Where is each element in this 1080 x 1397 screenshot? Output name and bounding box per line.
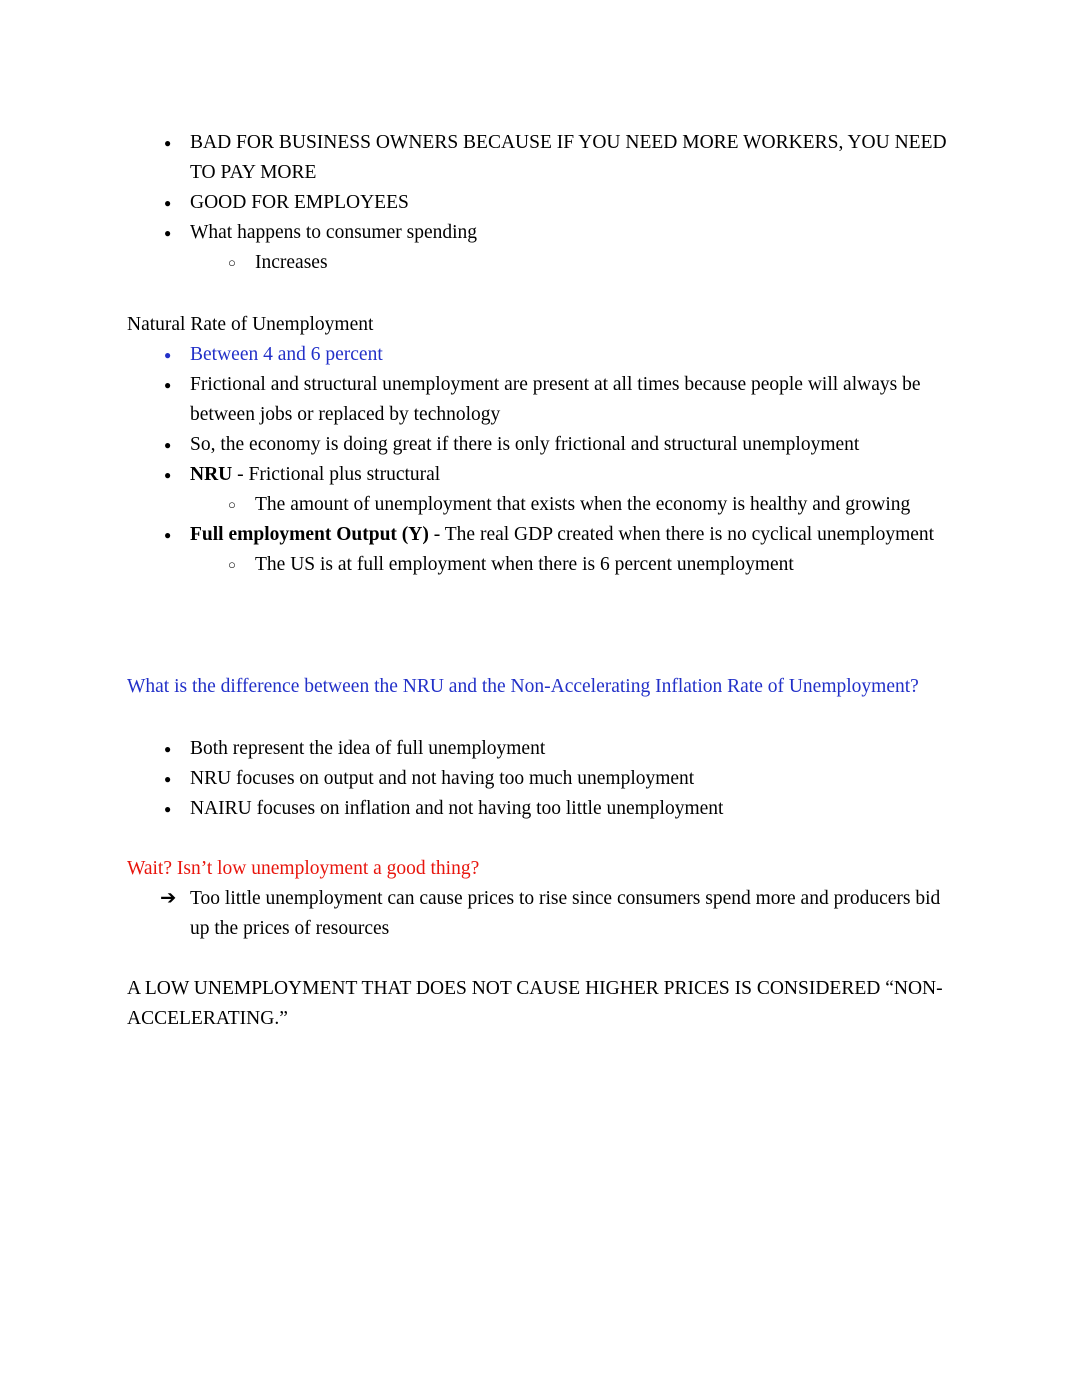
nairu-question: What is the difference between the NRU and the Non-Accelerating Inflation Rate of Unemployment? (127, 676, 919, 697)
list-item (127, 370, 953, 430)
sub-list-item (127, 248, 953, 278)
nru-list (127, 340, 953, 580)
bullet-disc-icon: ● (164, 742, 172, 756)
bullet-text: The amount of unemployment that exists when the economy is healthy and growing (255, 494, 911, 515)
bullet-text: NAIRU focuses on inflation and not having too little unemployment (190, 798, 724, 819)
list-item (127, 520, 953, 550)
arrow-bullet-icon: ➔ (160, 888, 177, 909)
bullet-text: So, the economy is doing great if there is only frictional and structural unemployment (190, 434, 860, 455)
bullet-disc-icon: ● (164, 378, 172, 392)
list-item (127, 734, 953, 764)
bullet-disc-icon: ● (164, 438, 172, 452)
bullet-text: What happens to consumer spending (190, 222, 478, 243)
list-item (127, 340, 953, 370)
bullet-disc-icon: ● (164, 528, 172, 542)
bullet-text: BAD FOR BUSINESS OWNERS BECAUSE IF YOU NEED MORE WORKERS, YOU NEED TO PAY MORE (190, 132, 947, 183)
bullet-disc-icon: ● (164, 348, 172, 362)
bullet-circle-icon: ○ (228, 497, 236, 512)
bullet-text-bold: Full employment Output (Y) (190, 524, 429, 545)
wait-question: Wait? Isn’t low unemployment a good thing? (127, 858, 480, 879)
bullet-disc-icon: ● (164, 802, 172, 816)
bullet-text-rest: - Frictional plus structural (232, 464, 441, 485)
list-item (127, 794, 953, 824)
list-item (127, 764, 953, 794)
list-item (127, 188, 953, 218)
list-item (127, 218, 953, 248)
bullet-disc-icon: ● (164, 196, 172, 210)
bullet-text (190, 524, 934, 545)
arrow-list-item (127, 884, 953, 944)
bullet-text: The US is at full employment when there is 6 percent unemployment (255, 554, 794, 575)
conclusion-paragraph: A LOW UNEMPLOYMENT THAT DOES NOT CAUSE HIGHER PRICES IS CONSIDERED “NON-ACCELERATING.” (127, 978, 943, 1029)
sub-list-item (127, 550, 953, 580)
bullet-text: Both represent the idea of full unemployment (190, 738, 546, 759)
bullet-text: Between 4 and 6 percent (190, 344, 383, 365)
bullet-text (190, 464, 440, 485)
bullet-text-bold: NRU (190, 464, 233, 485)
wait-answer-list (127, 884, 953, 944)
bullet-disc-icon: ● (164, 226, 172, 240)
bullet-circle-icon: ○ (228, 255, 236, 270)
bullet-text: Frictional and structural unemployment are present at all times because people will always be between jobs or replaced by technology (190, 374, 921, 425)
bullet-circle-icon: ○ (228, 557, 236, 572)
bullet-text-rest: - The real GDP created when there is no cyclical unemployment (428, 524, 935, 545)
bullet-disc-icon: ● (164, 136, 172, 150)
bullet-text: Too little unemployment can cause prices to rise since consumers spend more and producers bid up the prices of resources (190, 888, 941, 939)
nairu-list (127, 734, 953, 824)
list-item (127, 430, 953, 460)
bullet-disc-icon: ● (164, 468, 172, 482)
bullet-text: NRU focuses on output and not having too much unemployment (190, 768, 695, 789)
bullet-text: Increases (255, 252, 328, 273)
list-item (127, 460, 953, 490)
section-heading: Natural Rate of Unemployment (127, 314, 374, 335)
intro-list (127, 128, 953, 278)
sub-list-item (127, 490, 953, 520)
bullet-disc-icon: ● (164, 772, 172, 786)
list-item (127, 128, 953, 188)
bullet-text: GOOD FOR EMPLOYEES (190, 192, 409, 213)
